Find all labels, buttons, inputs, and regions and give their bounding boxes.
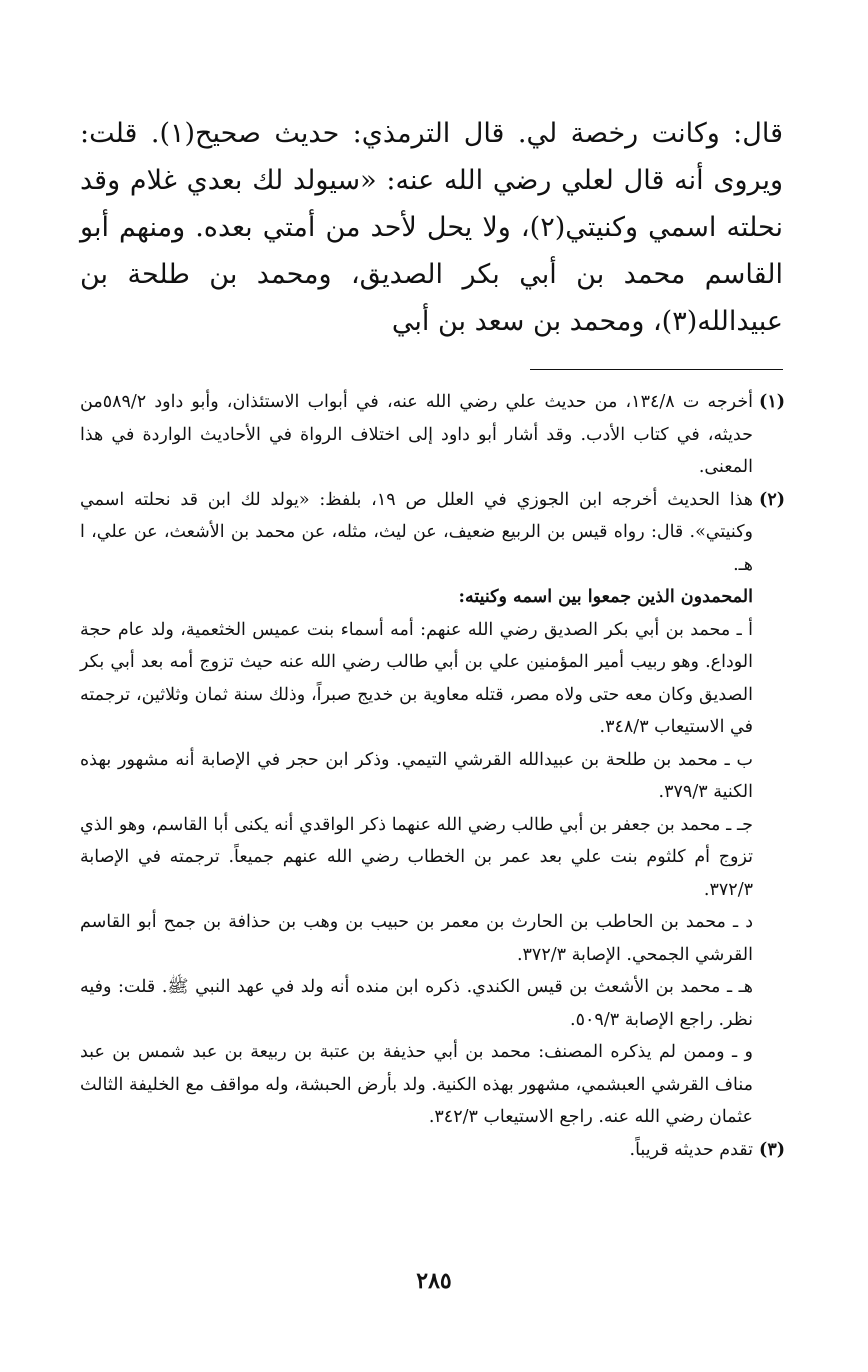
footnote-text: تقدم حديثه قريباً. <box>629 1139 753 1160</box>
footnote-text: أخرجه ت ١٣٤/٨، من حديث علي رضي الله عنه، في أبواب الاستئذان، وأبو داود ٥٨٩/٢من حديثه، في كتاب الأدب. وقد أشار أبو داود إلى اختلاف الرواة في الأحاديث الواردة في هذا المعنى. <box>80 392 754 477</box>
footnote-sub-heading: المحمدون الذين جمعوا بين اسمه وكنيته: <box>458 587 753 607</box>
page-number: ٢٨٥ <box>416 1268 452 1294</box>
footnote-list-item: و ـ وممن لم يذكره المصنف: محمد بن أبي حذيفة بن عتبة بن ربيعة بن عبد شمس بن عبد مناف القرشي العبشمي، مشهور بهذه الكنية. ولد بأرض الحبشة، وله مواقف مع الخليفة الثالث عثمان رضي الله عنه. راجع الاستيعاب ٣٤٢/٣. <box>80 1042 753 1127</box>
footnote-number: (٣) <box>759 1139 785 1160</box>
main-paragraph: قال: وكانت رخصة لي. قال الترمذي: حديث صحيح(١). قلت: ويروى أنه قال لعلي رضي الله عنه: «سيولد لك بعدي غلام وقد نحلته اسمي وكنيتي(٢)، ولا يحل لأحد من أمتي بعده. ومنهم أبو القاسم محمد بن أبي بكر الصديق، ومحمد بن طلحة بن عبيدالله(٣)، ومحمد بن سعد بن أبي <box>80 118 784 337</box>
footnote-list-item: أ ـ محمد بن أبي بكر الصديق رضي الله عنهم: أمه أسماء بنت عميس الخثعمية، ولد عام حجة الوداع. وهو ربيب أمير المؤمنين علي بن أبي طالب رضي الله عنه حيث تزوج أمه بعد أبي بكر الصديق وكان معه حتى ولاه مصر، قتله معاوية بن خديج صبراً، وذلك سنة ثمان وثلاثين، ترجمته في الاستيعاب ٣٤٨/٣. <box>80 619 753 737</box>
main-text <box>80 110 783 345</box>
footnote-3 <box>80 1134 785 1167</box>
footnote-list-item: هـ ـ محمد بن الأشعث بن قيس الكندي. ذكره ابن منده أنه ولد في عهد النبي ﷺ. قلت: وفيه نظر. راجع الإصابة ٥٠٩/٣. <box>80 977 753 1030</box>
footnote-list-item: جـ ـ محمد بن جعفر بن أبي طالب رضي الله عنهما ذكر الواقدي أنه يكنى أبا القاسم، وهو الذي تزوج أم كلثوم بنت علي بعد عمر بن الخطاب رضي الله عنهم جميعاً. ترجمته في الإصابة ٣٧٢/٣. <box>80 814 753 900</box>
footnotes <box>80 386 785 1166</box>
footnote-2 <box>80 484 785 1134</box>
footnote-separator <box>530 369 783 370</box>
footnote-number: (١) <box>759 392 785 412</box>
footnote-1 <box>80 386 785 484</box>
footnote-text: هذا الحديث أخرجه ابن الجوزي في العلل ص ١٩، بلفظ: «يولد لك ابن قد نحلته اسمي وكنيتي». قال: رواه قيس بن الربيع ضعيف، عن ليث، مثله، عن محمد بن الأشعث، عن علي، ا هـ. <box>80 489 753 575</box>
footnote-list-item: ب ـ محمد بن طلحة بن عبيدالله القرشي التيمي. وذكر ابن حجر في الإصابة أنه مشهور بهذه الكنية ٣٧٩/٣. <box>80 749 753 802</box>
footnote-list-item: د ـ محمد بن الحاطب بن الحارث بن معمر بن حبيب بن وهب بن حذافة بن جمح أبو القاسم القرشي الجمحي. الإصابة ٣٧٢/٣. <box>80 912 753 965</box>
footnote-number: (٢) <box>759 489 785 510</box>
